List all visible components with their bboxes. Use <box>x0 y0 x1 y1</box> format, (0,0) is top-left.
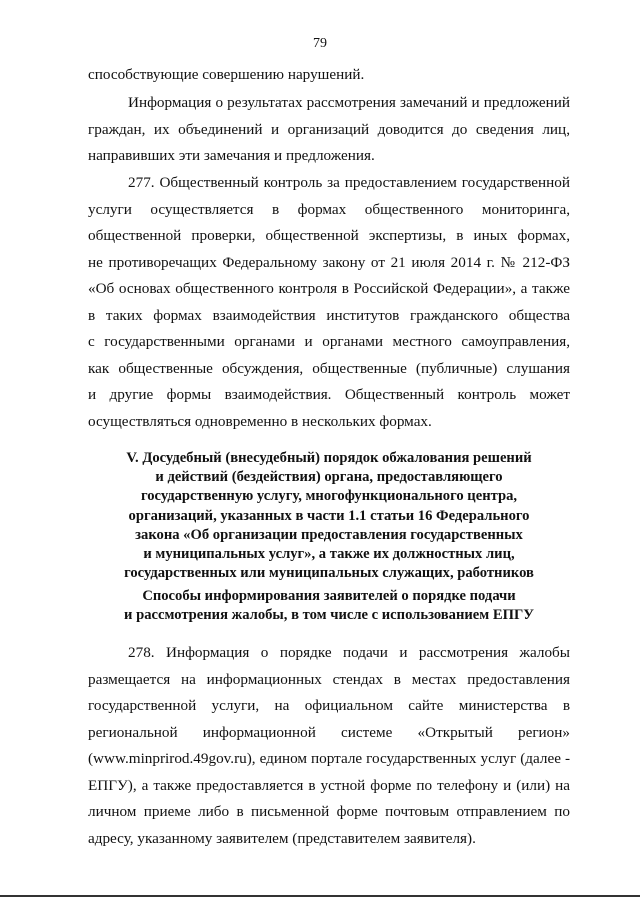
subsection-heading <box>88 587 570 625</box>
paragraph-278 <box>88 640 570 852</box>
text-line: региональной информационной системе «Открытый регион» <box>88 723 570 741</box>
text-line: личном приеме либо в письменной форме почтовым отправлением по <box>88 803 570 820</box>
text-line: государственной услуги, на официальном сайте министерства в <box>88 697 570 714</box>
text-line: общественной проверки, общественной экспертизы, в иных формах, <box>88 227 570 244</box>
text-line: адресу, указанному заявителем (представителем заявителя). <box>88 829 476 847</box>
text-line: «Об основах общественного контроля в Российской Федерации», а также <box>88 280 570 297</box>
heading-line: закона «Об организации предоставления государственных <box>135 526 523 543</box>
heading-line: V. Досудебный (внесудебный) порядок обжалования решений <box>126 450 532 466</box>
text-line: размещается на информационных стендах в местах предоставления <box>88 670 570 688</box>
heading-line: и муниципальных услуг», а также их должностных лиц, <box>143 546 515 563</box>
heading-line: Способы информирования заявителей о порядке подачи <box>142 588 516 604</box>
text-line: 277. Общественный контроль за предоставлением государственной <box>128 174 570 191</box>
heading-line: организаций, указанных в части 1.1 статьи 16 Федерального <box>128 507 530 524</box>
text-line: 278. Информация о порядке подачи и рассмотрения жалобы <box>128 644 570 661</box>
heading-line: и рассмотрения жалобы, в том числе с использованием ЕПГУ <box>124 607 534 624</box>
text-line: как общественные обсуждения, общественные (публичные) слушания <box>88 359 570 377</box>
text-line: ЕПГУ), а также предоставляется в устной форме по телефону и (или) на <box>88 776 570 794</box>
page-bottom-rule <box>0 895 640 897</box>
text-line: не противоречащих Федеральному закону от 21 июля 2014 г. № 212-ФЗ <box>88 253 570 271</box>
text-line: (www.minprirod.49gov.ru), едином портале государственных услуг (далее - <box>88 750 570 767</box>
text-line: с государственными органами и органами местного самоуправления, <box>88 333 570 350</box>
heading-line: и действий (бездействия) органа, предоставляющего <box>155 469 503 486</box>
text-line: способствующие совершению нарушений. <box>88 66 365 83</box>
paragraph-277 <box>88 170 570 435</box>
text-line: направивших эти замечания и предложения. <box>88 147 375 164</box>
paragraph-feedback-info <box>88 90 570 170</box>
text-line: в таких формах взаимодействия институтов гражданского общества <box>88 306 570 324</box>
heading-line: государственных или муниципальных служащих, работников <box>124 565 534 582</box>
text-line: граждан, их объединений и организаций доводится до сведения лиц, <box>88 120 570 138</box>
text-line: услуги осуществляется в формах общественного мониторинга, <box>88 200 570 218</box>
section-heading-v <box>88 449 570 583</box>
text-line: и другие формы взаимодействия. Общественный контроль может <box>88 386 570 403</box>
paragraph-continuation <box>88 62 570 89</box>
text-line: Информация о результатах рассмотрения замечаний и предложений <box>128 94 570 111</box>
text-line: осуществляться одновременно в нескольких формах. <box>88 412 432 430</box>
heading-line: государственную услугу, многофункционального центра, <box>140 488 518 505</box>
page-number: 79 <box>313 36 327 51</box>
